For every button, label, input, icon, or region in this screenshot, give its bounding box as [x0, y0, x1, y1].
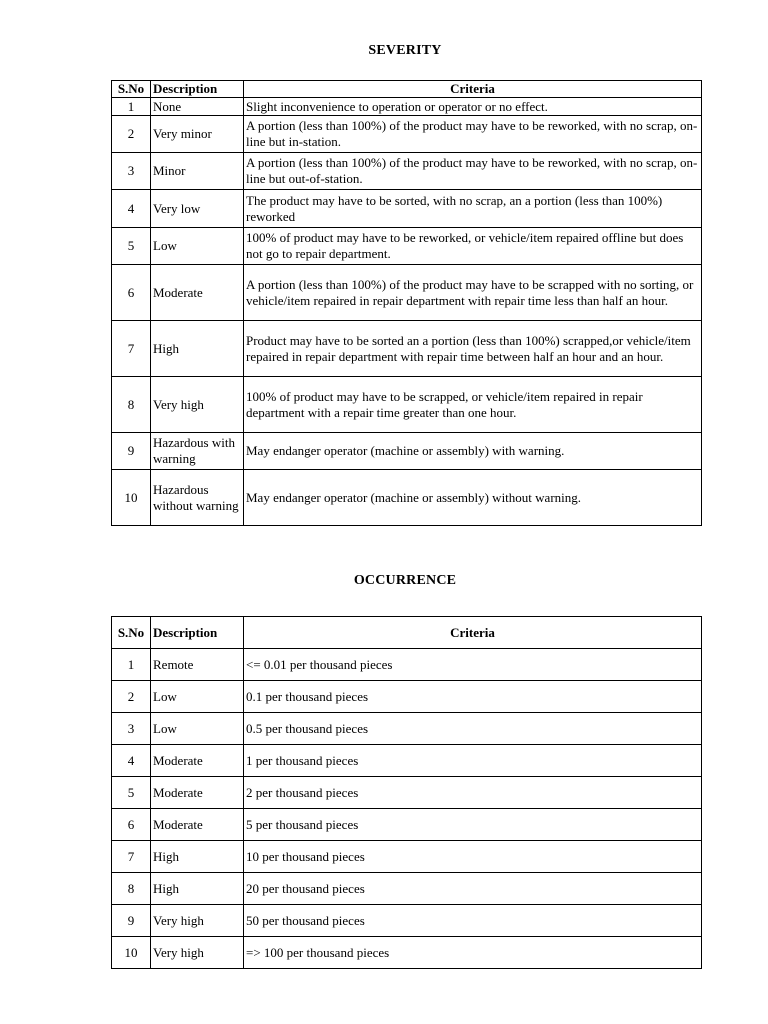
table-row — [112, 190, 702, 228]
table-row — [112, 713, 702, 745]
description-cell: High — [151, 873, 244, 905]
sno-cell: 5 — [112, 777, 151, 809]
sno-cell: 4 — [112, 745, 151, 777]
table-row — [112, 777, 702, 809]
description-cell: High — [151, 321, 244, 377]
occurrence-table — [111, 616, 702, 969]
sno-cell: 9 — [112, 905, 151, 937]
table-row — [112, 153, 702, 190]
description-cell: Moderate — [151, 809, 244, 841]
sno-cell: 7 — [112, 321, 151, 377]
description-cell: Minor — [151, 153, 244, 190]
criteria-cell: 20 per thousand pieces — [244, 873, 702, 905]
table-row — [112, 905, 702, 937]
table-row — [112, 433, 702, 470]
table-row — [112, 377, 702, 433]
sno-cell: 3 — [112, 153, 151, 190]
severity-table — [111, 80, 702, 526]
description-cell: Remote — [151, 649, 244, 681]
criteria-cell: A portion (less than 100%) of the product may have to be reworked, with no scrap, on-line but out-of-station. — [244, 153, 702, 190]
criteria-cell: 2 per thousand pieces — [244, 777, 702, 809]
occurrence-heading: OCCURRENCE — [353, 573, 457, 588]
sno-cell: 10 — [112, 470, 151, 526]
column-header-criteria: Criteria — [244, 81, 702, 98]
criteria-cell: 100% of product may have to be scrapped, or vehicle/item repaired in repair department with a repair time greater than one hour. — [244, 377, 702, 433]
description-cell: Low — [151, 681, 244, 713]
criteria-cell: 50 per thousand pieces — [244, 905, 702, 937]
criteria-cell: 0.1 per thousand pieces — [244, 681, 702, 713]
sno-cell: 1 — [112, 649, 151, 681]
table-row — [112, 470, 702, 526]
description-cell: Moderate — [151, 777, 244, 809]
description-cell: Moderate — [151, 265, 244, 321]
sno-cell: 7 — [112, 841, 151, 873]
column-header-criteria: Criteria — [244, 617, 702, 649]
column-header-description: Description — [151, 617, 244, 649]
criteria-cell: A portion (less than 100%) of the product may have to be reworked, with no scrap, on-line but in-station. — [244, 116, 702, 153]
criteria-cell: A portion (less than 100%) of the product may have to be scrapped with no sorting, or vehicle/item repaired in repair department with repair time less than half an hour. — [244, 265, 702, 321]
table-row — [112, 116, 702, 153]
criteria-cell: The product may have to be sorted, with no scrap, an a portion (less than 100%) reworked — [244, 190, 702, 228]
criteria-cell: 1 per thousand pieces — [244, 745, 702, 777]
criteria-cell: May endanger operator (machine or assembly) with warning. — [244, 433, 702, 470]
description-cell: Moderate — [151, 745, 244, 777]
sno-cell: 9 — [112, 433, 151, 470]
table-row — [112, 228, 702, 265]
description-cell: Very low — [151, 190, 244, 228]
criteria-cell: May endanger operator (machine or assembly) without warning. — [244, 470, 702, 526]
criteria-cell: => 100 per thousand pieces — [244, 937, 702, 969]
description-cell: Very high — [151, 937, 244, 969]
sno-cell: 5 — [112, 228, 151, 265]
description-cell: Very high — [151, 905, 244, 937]
description-cell: High — [151, 841, 244, 873]
sno-cell: 3 — [112, 713, 151, 745]
sno-cell: 2 — [112, 116, 151, 153]
table-row — [112, 321, 702, 377]
description-cell: Hazardous without warning — [151, 470, 244, 526]
table-row — [112, 649, 702, 681]
criteria-cell: 10 per thousand pieces — [244, 841, 702, 873]
table-row — [112, 745, 702, 777]
table-row — [112, 265, 702, 321]
column-header-sno: S.No — [112, 617, 151, 649]
sno-cell: 6 — [112, 809, 151, 841]
table-header-row — [112, 81, 702, 98]
sno-cell: 4 — [112, 190, 151, 228]
sno-cell: 10 — [112, 937, 151, 969]
criteria-cell: 100% of product may have to be reworked, or vehicle/item repaired offline but does not go to repair department. — [244, 228, 702, 265]
table-row — [112, 681, 702, 713]
column-header-sno: S.No — [112, 81, 151, 98]
criteria-cell: Product may have to be sorted an a portion (less than 100%) scrapped,or vehicle/item repaired in repair department with repair time between half an hour and an hour. — [244, 321, 702, 377]
sno-cell: 6 — [112, 265, 151, 321]
table-header-row — [112, 617, 702, 649]
table-row — [112, 937, 702, 969]
table-row — [112, 873, 702, 905]
description-cell: Very high — [151, 377, 244, 433]
description-cell: Very minor — [151, 116, 244, 153]
criteria-cell: Slight inconvenience to operation or operator or no effect. — [244, 98, 702, 116]
table-row — [112, 809, 702, 841]
sno-cell: 8 — [112, 377, 151, 433]
criteria-cell: 0.5 per thousand pieces — [244, 713, 702, 745]
table-row — [112, 98, 702, 116]
description-cell: Low — [151, 228, 244, 265]
sno-cell: 2 — [112, 681, 151, 713]
description-cell: Low — [151, 713, 244, 745]
description-cell: None — [151, 98, 244, 116]
sno-cell: 8 — [112, 873, 151, 905]
column-header-description: Description — [151, 81, 244, 98]
sno-cell: 1 — [112, 98, 151, 116]
criteria-cell: 5 per thousand pieces — [244, 809, 702, 841]
severity-heading: SEVERITY — [368, 43, 442, 58]
description-cell: Hazardous with warning — [151, 433, 244, 470]
table-row — [112, 841, 702, 873]
criteria-cell: <= 0.01 per thousand pieces — [244, 649, 702, 681]
